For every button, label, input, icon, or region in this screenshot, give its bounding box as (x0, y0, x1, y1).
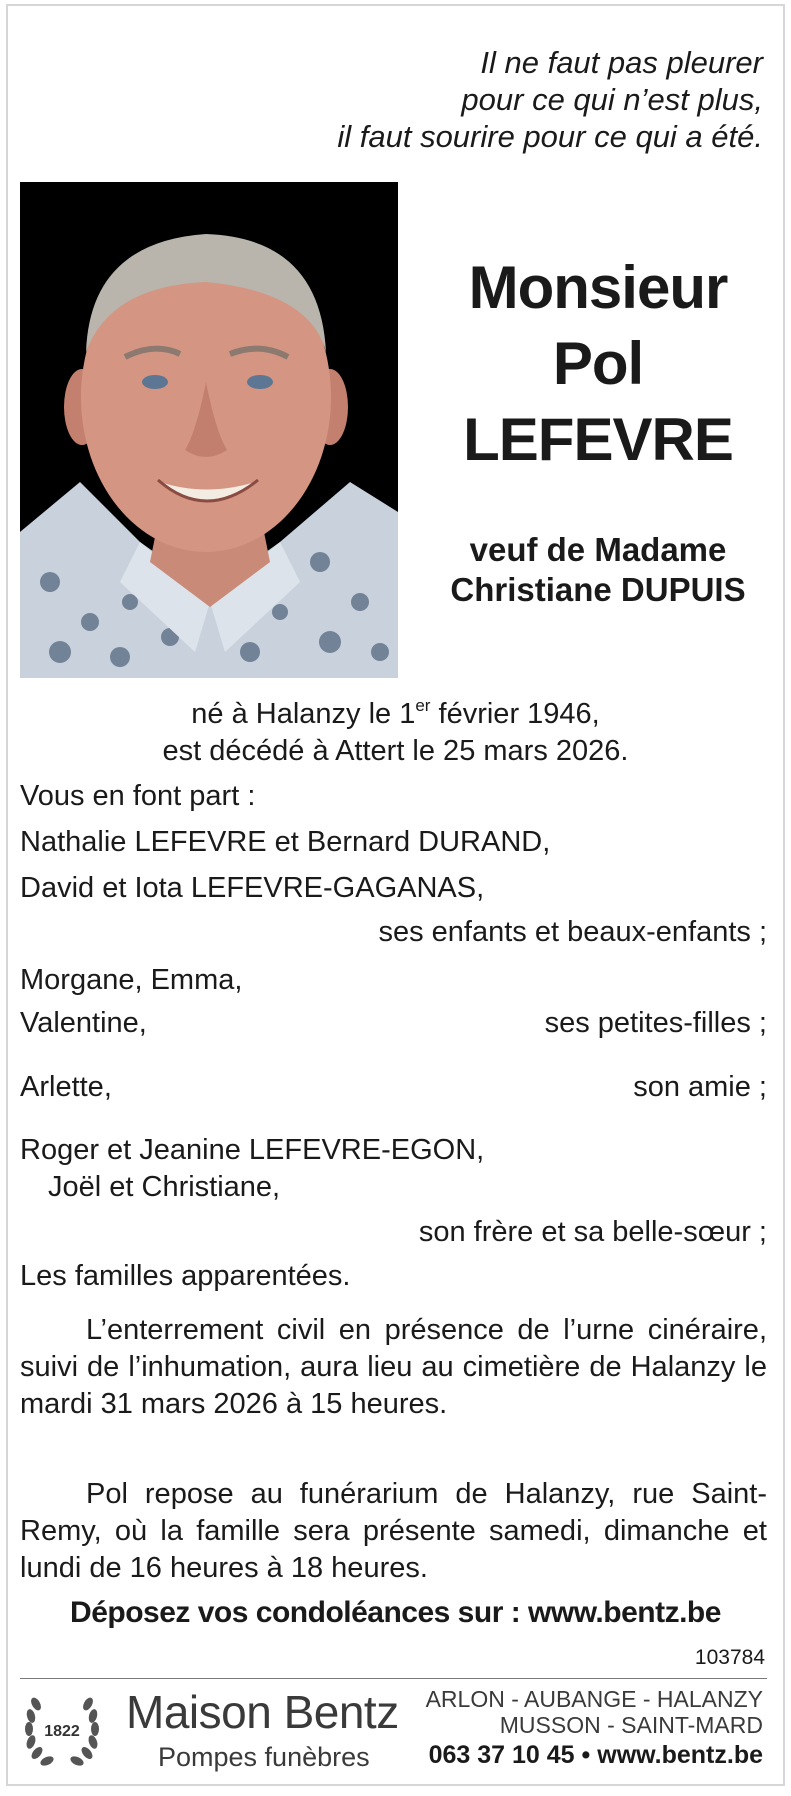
ordinal-superscript: er (415, 696, 431, 715)
grandchildren-line-1: Morgane, Emma, (20, 964, 243, 996)
separator-bullet: • (581, 1741, 591, 1769)
condolences-line: Déposez vos condoléances sur : www.bentz.be (70, 1596, 721, 1629)
quote-line-3: il faut sourire pour ce qui a été. (337, 119, 763, 154)
founding-year: 1822 (44, 1723, 80, 1740)
friend-name: Arlette, (20, 1071, 112, 1103)
children-line-1: Nathalie LEFEVRE et Bernard DURAND, (20, 826, 551, 858)
friend-line (20, 1069, 767, 1105)
siblings-line-2: Joël et Christiane, (48, 1171, 281, 1203)
reference-number: 103784 (694, 1646, 765, 1669)
children-line-2: David et Iota LEFEVRE-GAGANAS, (20, 872, 485, 904)
phone-number: 063 37 10 45 (428, 1741, 575, 1769)
grandchildren-name: Valentine, (20, 1007, 147, 1039)
widow-of (428, 530, 768, 610)
last-name: LEFEVRE (463, 406, 733, 473)
quote-line-1: Il ne faut pas pleurer (480, 45, 763, 80)
widow-line-2: Christiane DUPUIS (450, 571, 746, 608)
honorific: Monsieur (468, 254, 728, 321)
portrait-illustration (20, 182, 398, 678)
quote-line-2: pour ce qui n’est plus, (461, 82, 763, 117)
birth-prefix: né à Halanzy le 1 (191, 698, 416, 730)
website-link[interactable]: www.bentz.be (597, 1741, 763, 1769)
deceased-name (423, 250, 773, 478)
widow-line-1: veuf de Madame (469, 531, 727, 568)
first-name: Pol (552, 330, 644, 397)
locations (426, 1686, 763, 1738)
children-role: ses enfants et beaux-enfants ; (378, 916, 767, 948)
relatives-line: Les familles apparentées. (20, 1260, 351, 1292)
death-line: est décédé à Attert le 25 mars 2026. (162, 735, 629, 767)
footer-divider (20, 1678, 767, 1679)
contact-line (429, 1741, 763, 1770)
visitation-paragraph: Pol repose au funérarium de Halanzy, rue Saint-Remy, où la famille sera présente samedi, dimanche et lundi de 16 heures à 18 heures. (20, 1478, 767, 1584)
laurel-wreath-graphic (22, 1686, 102, 1772)
siblings-line-1: Roger et Jeanine LEFEVRE-EGON, (20, 1134, 485, 1166)
grandchildren-role: ses petites-filles ; (544, 1007, 767, 1039)
grandchildren-line-2 (20, 1005, 767, 1041)
birth-death-dates (8, 696, 783, 770)
epigraph-quote (337, 44, 763, 155)
obituary-notice (6, 4, 785, 1786)
ceremony-paragraph: L’enterrement civil en présence de l’urne cinéraire, suivi de l’inhumation, aura lieu au cimetière de Halanzy le mardi 31 mars 2026 à 15 heures. (20, 1314, 767, 1420)
laurel-wreath-icon (22, 1686, 102, 1772)
friend-role: son amie ; (633, 1071, 767, 1103)
funeral-home-name: Maison Bentz (126, 1686, 399, 1738)
funeral-home-tagline: Pompes funèbres (158, 1742, 370, 1772)
birth-suffix: février 1946, (430, 698, 600, 730)
siblings-role: son frère et sa belle-sœur ; (418, 1216, 767, 1248)
locations-line-2: MUSSON - SAINT-MARD (499, 1712, 763, 1738)
family-intro: Vous en font part : (20, 780, 256, 812)
locations-line-1: ARLON - AUBANGE - HALANZY (425, 1686, 763, 1712)
portrait-photo (20, 182, 398, 678)
birth-line (8, 696, 783, 733)
